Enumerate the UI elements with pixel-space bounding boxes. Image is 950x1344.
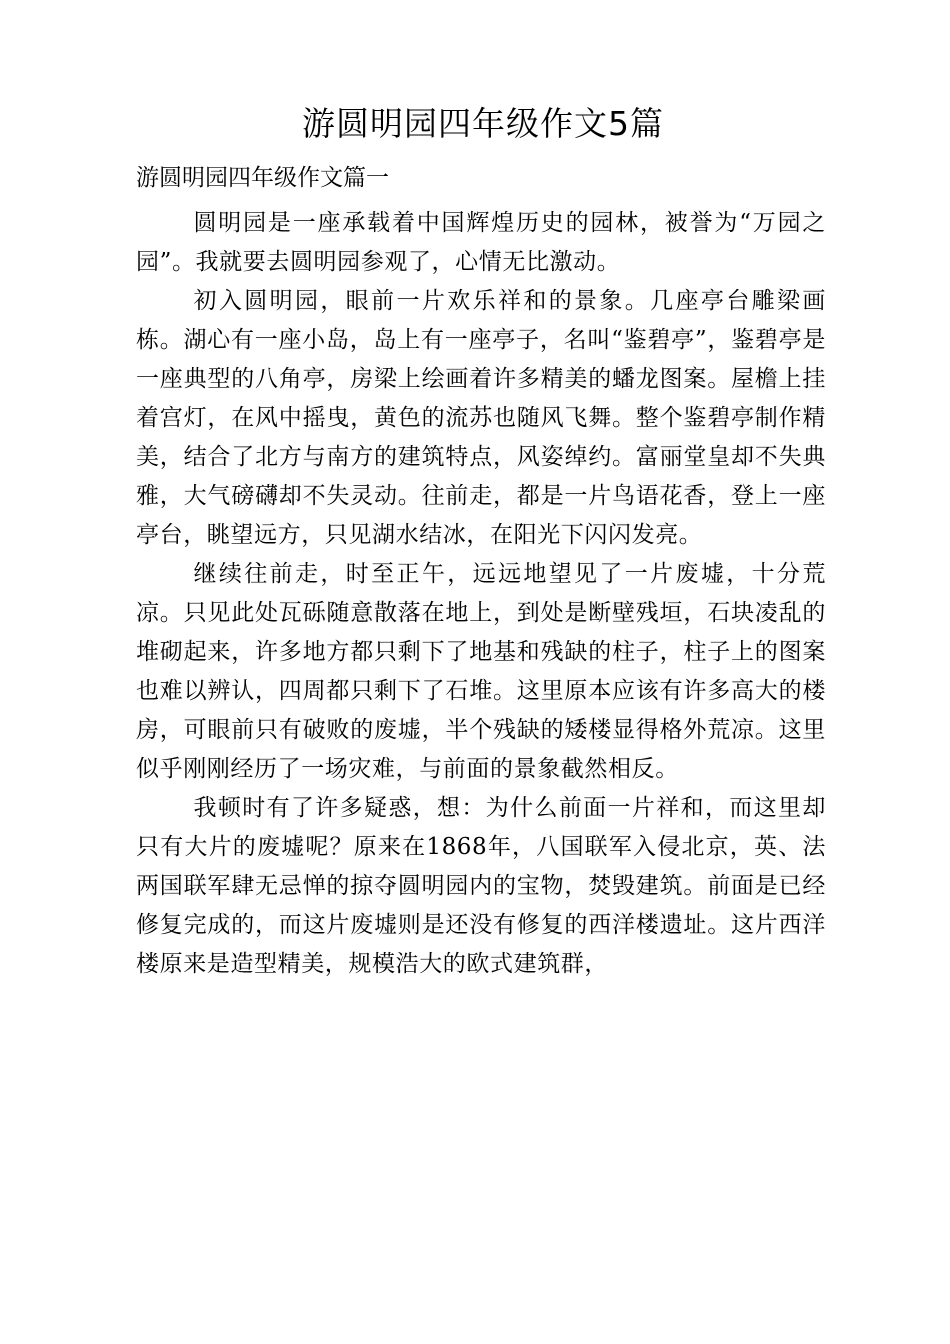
paragraph-2: 初入圆明园，眼前一片欢乐祥和的景象。几座亭台雕梁画栋。湖心有一座小岛，岛上有一座亭子，名叫“鉴碧亭”，鉴碧亭是一座典型的八角亭，房梁上绘画着许多精美的蟠龙图案。屋檐上挂着宫灯，在风中摇曳，黄色的流苏也随风飞舞。整个鉴碧亭制作精美，结合了北方与南方的建筑特点，风姿绰约。富丽堂皇却不失典雅，大气磅礴却不失灵动。往前走，都是一片鸟语花香，登上一座亭台，眺望远方，只见湖水结冰，在阳光下闪闪发亮。 xyxy=(136,288,826,548)
document-title: 游圆明园四年级作文5篇 xyxy=(302,104,664,143)
paragraph-4: 我顿时有了许多疑惑，想：为什么前面一片祥和，而这里却只有大片的废墟呢？原来在1868年，八国联军入侵北京，英、法两国联军肆无忌惮的掠夺圆明园内的宝物，焚毁建筑。前面是已经修复完成的，而这片废墟则是还没有修复的西洋楼遗址。这片西洋楼原来是造型精美，规模浩大的欧式建筑群， xyxy=(136,795,826,977)
paragraph-3: 继续往前走，时至正午，远远地望见了一片废墟，十分荒凉。只见此处瓦砾随意散落在地上，到处是断壁残垣，石块凌乱的堆砌起来，许多地方都只剩下了地基和残缺的柱子，柱子上的图案也难以辨认，四周都只剩下了石堆。这里原本应该有许多高大的楼房，可眼前只有破败的废墟，半个残缺的矮楼显得格外荒凉。这里似乎刚刚经历了一场灾难，与前面的景象截然相反。 xyxy=(136,561,826,782)
section-heading: 游圆明园四年级作文篇一 xyxy=(136,165,389,191)
document-body xyxy=(136,204,826,984)
paragraph-1: 圆明园是一座承载着中国辉煌历史的园林，被誉为“万园之园”。我就要去圆明园参观了，心情无比激动。 xyxy=(136,210,826,275)
